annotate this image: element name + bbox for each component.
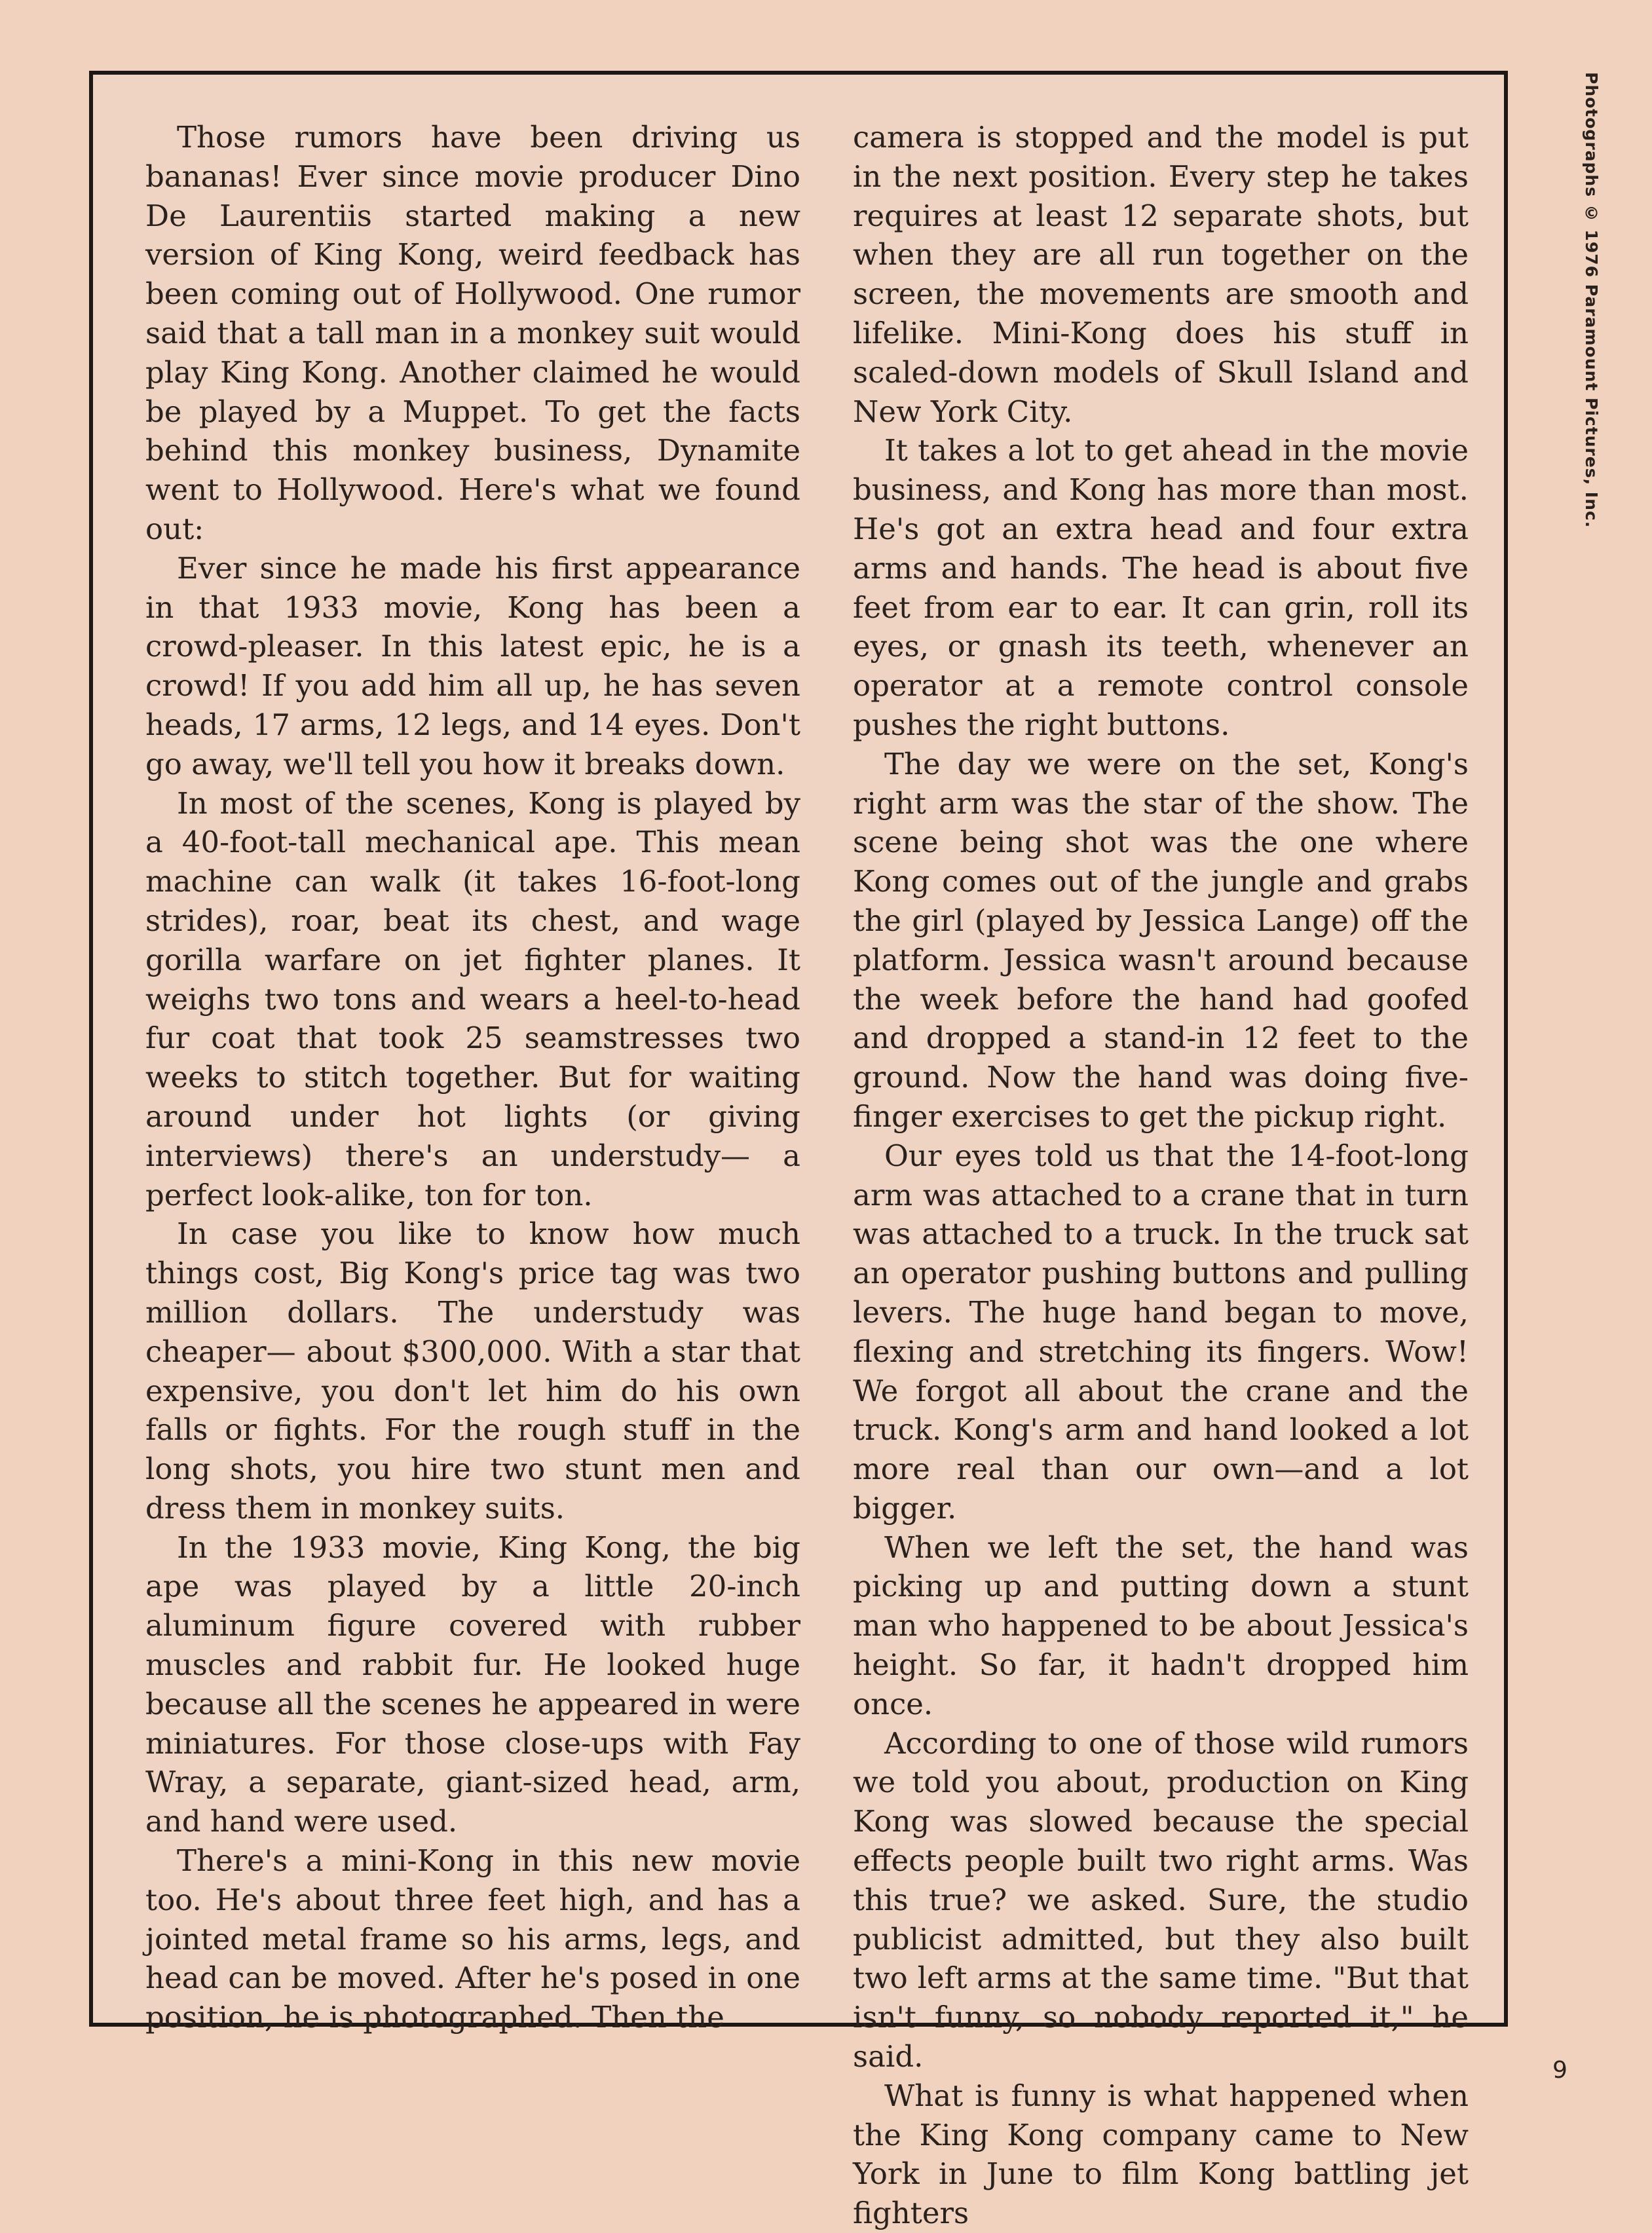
paragraph: According to one of those wild rumors we told you about, production on King Kong was slowed because the special effects people built two right arms. Was this true? we asked. Sure, the studio publicist admitted, but they also built two left arms at the same time. "But that isn't funny, so nobody reported it," he said. <box>853 1725 1469 2074</box>
paragraph: Ever since he made his first appearance in that 1933 movie, Kong has been a crowd-pleaser. In this latest epic, he is a crowd! If you add him all up, he has seven heads, 17 arms, 12 legs, and 14 eyes. Don't go away, we'll tell you how it breaks down. <box>145 550 800 781</box>
paragraph: Our eyes told us that the 14-foot-long arm was attached to a crane that in turn was attached to a truck. In the truck sat an operator pushing buttons and pulling levers. The huge hand began to move, flexing and stretching its fingers. Wow! We forgot all about the crane and the truck. Kong's arm and hand looked a lot more real than our own—and a lot bigger. <box>853 1138 1469 1526</box>
paragraph: When we left the set, the hand was picking up and putting down a stunt man who happened to be about Jessica's height. So far, it hadn't dropped him once. <box>853 1529 1469 1721</box>
paragraph: There's a mini-Kong in this new movie too. He's about three feet high, and has a jointed metal frame so his arms, legs, and head can be moved. After he's posed in one position, he is photographed. Then the <box>145 1843 800 2035</box>
paragraph: It takes a lot to get ahead in the movie business, and Kong has more than most. He's got an extra head and four extra arms and hands. The head is about five feet from ear to ear. It can grin, roll its eyes, or gnash its teeth, whenever an operator at a remote control console pushes the right buttons. <box>853 433 1469 742</box>
paragraph: In the 1933 movie, King Kong, the big ape was played by a little 20-inch aluminum figure covered with rubber muscles and rabbit fur. He looked huge because all the scenes he appeared in were miniatures. For those close-ups with Fay Wray, a separate, giant-sized head, arm, and hand were used. <box>145 1529 800 1839</box>
photo-credit: Photographs © 1976 Paramount Pictures, Inc. <box>1582 72 1601 529</box>
right-column <box>853 118 1469 2233</box>
paragraph: camera is stopped and the model is put in the next position. Every step he takes requires at least 12 separate shots, but when they are all run together on the screen, the movements are smooth and lifelike. Mini-Kong does his stuff in scaled-down models of Skull Island and New York City. <box>853 120 1469 429</box>
paragraph: In most of the scenes, Kong is played by a 40-foot-tall mechanical ape. This mean machine can walk (it takes 16-foot-long strides), roar, beat its chest, and wage gorilla warfare on jet fighter planes. It weighs two tons and wears a heel-to-head fur coat that took 25 seamstresses two weeks to stitch together. But for waiting around under hot lights (or giving interviews) there's an understudy— a perfect look-alike, ton for ton. <box>145 785 800 1212</box>
paragraph: What is funny is what happened when the King Kong company came to New York in June to film Kong battling jet fighters <box>853 2078 1469 2231</box>
paragraph: In case you like to know how much things cost, Big Kong's price tag was two million dollars. The understudy was cheaper— about $300,000. With a star that expensive, you don't let him do his own falls or fights. For the rough stuff in the long shots, you hire two stunt men and dress them in monkey suits. <box>145 1216 800 1526</box>
paragraph: The day we were on the set, Kong's right arm was the star of the show. The scene being shot was the one where Kong comes out of the jungle and grabs the girl (played by Jessica Lange) off the platform. Jessica wasn't around because the week before the hand had goofed and dropped a stand-in 12 feet to the ground. Now the hand was doing five-finger exercises to get the pickup right. <box>853 746 1469 1134</box>
page-number: 9 <box>1552 2057 1568 2084</box>
paragraph: Those rumors have been driving us bananas! Ever since movie producer Dino De Laurentiis started making a new version of King Kong, weird feedback has been coming out of Hollywood. One rumor said that a tall man in a monkey suit would play King Kong. Another claimed he would be played by a Muppet. To get the facts behind this monkey business, Dynamite went to Hollywood. Here's what we found out: <box>145 120 800 546</box>
left-column <box>145 118 800 2037</box>
article-frame <box>89 71 1508 2231</box>
